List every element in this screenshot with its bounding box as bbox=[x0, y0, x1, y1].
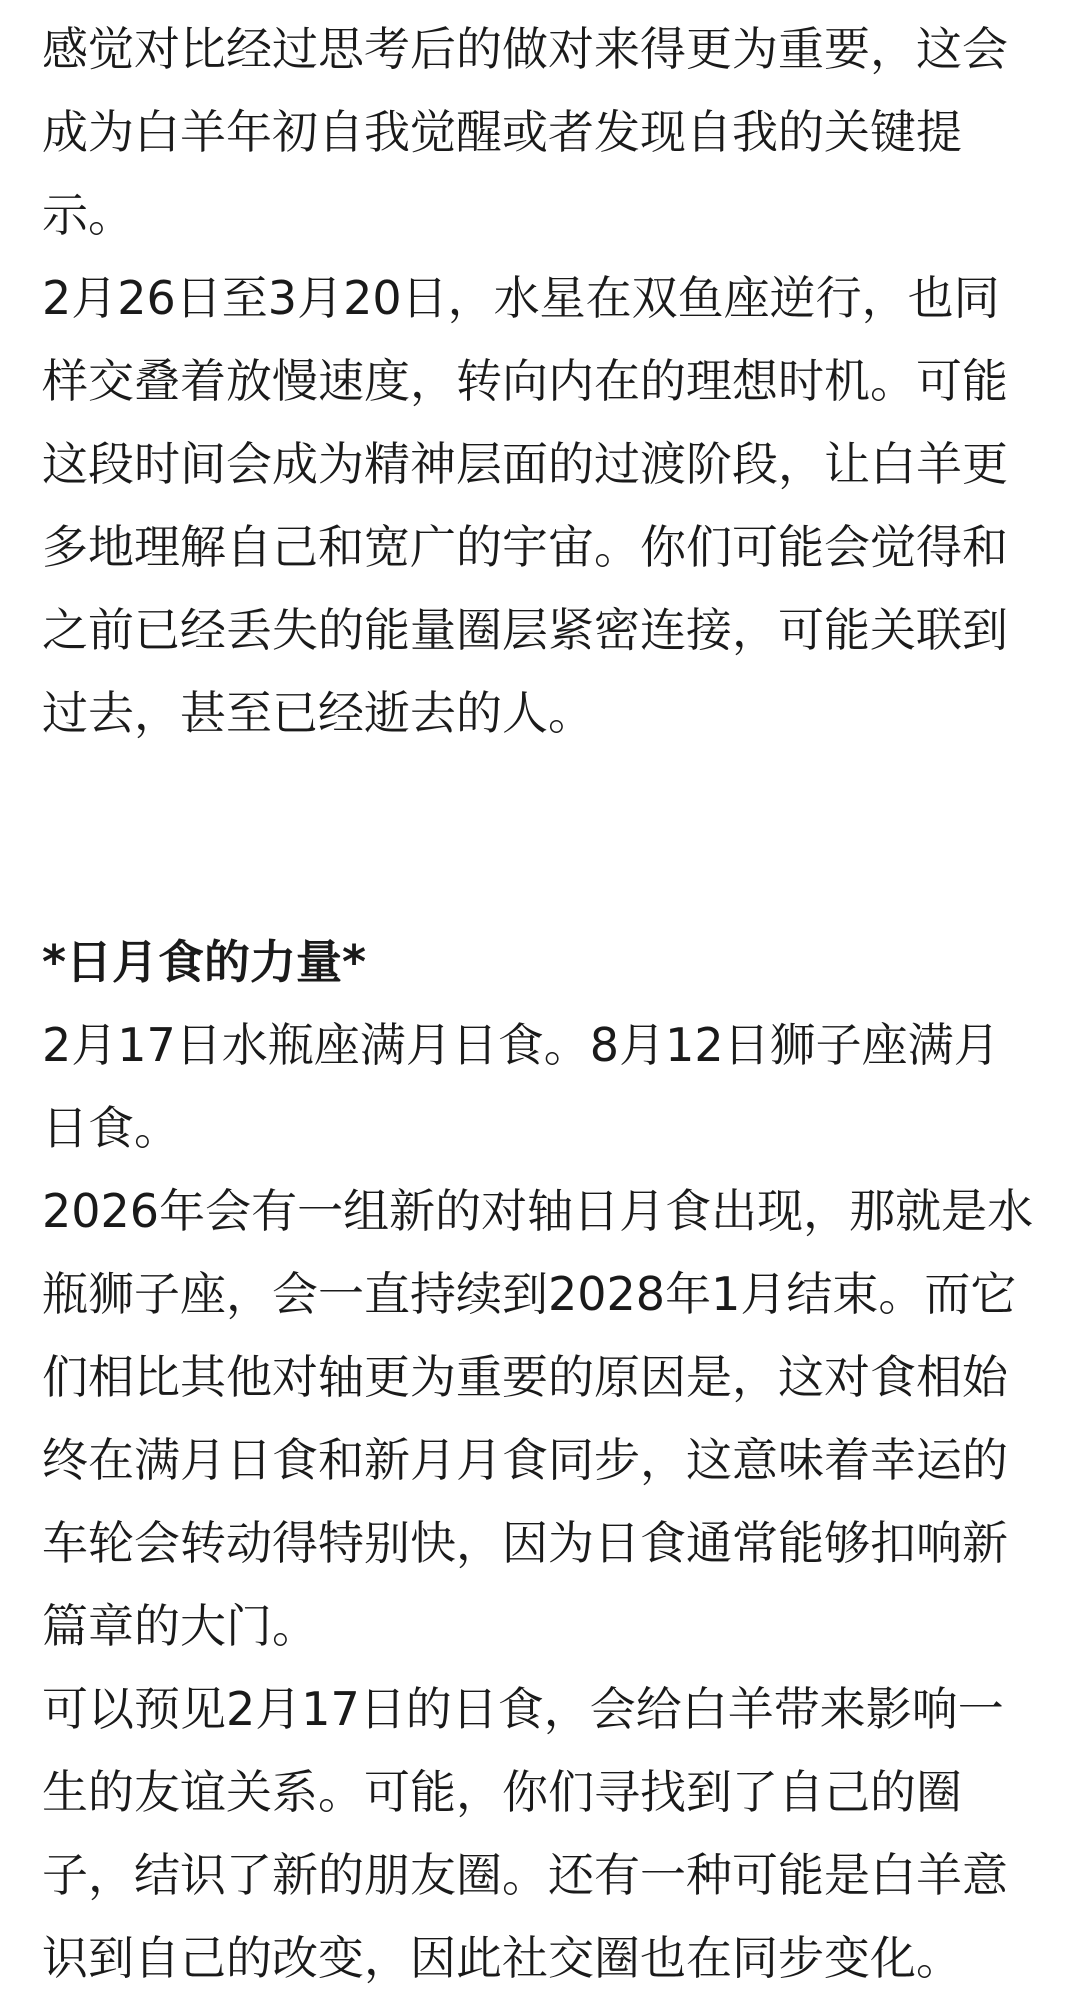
section-heading: *日月食的力量* bbox=[42, 935, 367, 989]
paragraph-mercury-retrograde: 2月26日至3月20日，水星在双鱼座逆行，也同样交叠着放慢速度，转向内在的理想时机。可能这段时间会成为精神层面的过渡阶段，让白羊更多地理解自己和宽广的宇宙。你们可能会觉得和之前已经丢失的能量圈层紧密连接，可能关联到过去，甚至已经逝去的人。 bbox=[42, 271, 1008, 740]
paragraph-friendship: 可以预见2月17日的日食，会给白羊带来影响一生的友谊关系。可能，你们寻找到了自己的圈子，结识了新的朋友圈。还有一种可能是白羊意识到自己的改变，因此社交圈也在同步变化。 bbox=[42, 1682, 1008, 1985]
paragraph-intro: 感觉对比经过思考后的做对来得更为重要，这会成为白羊年初自我觉醒或者发现自我的关键提示。 bbox=[42, 22, 1008, 242]
paragraph-spacer bbox=[42, 755, 1038, 921]
paragraph-eclipse-axis: 2026年会有一组新的对轴日月食出现，那就是水瓶狮子座，会一直持续到2028年1月结束。而它们相比其他对轴更为重要的原因是，这对食相始终在满月日食和新月月食同步，这意味着幸运的车轮会转动得特别快，因为日食通常能够扣响新篇章的大门。 bbox=[42, 1184, 1034, 1653]
paragraph-eclipse-dates: 2月17日水瓶座满月日食。8月12日狮子座满月日食。 bbox=[42, 1018, 1000, 1155]
